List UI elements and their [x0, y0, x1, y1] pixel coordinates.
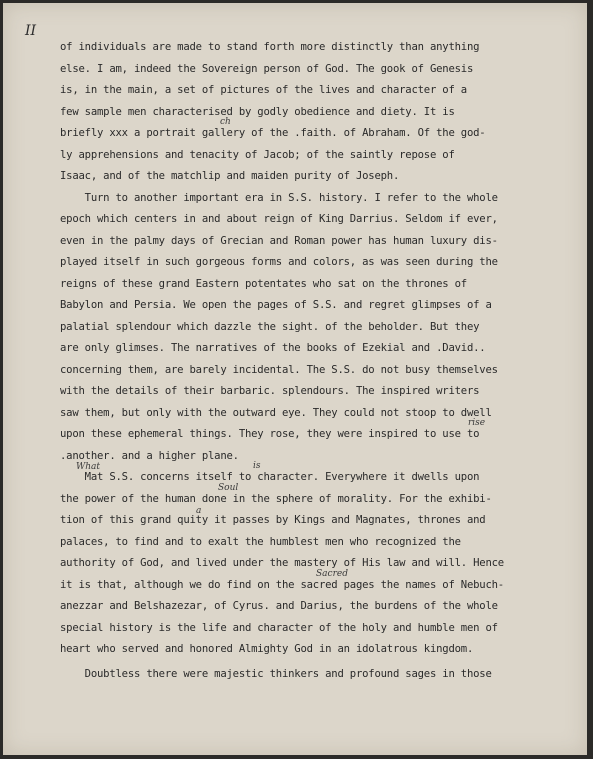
text-line: ly apprehensions and tenacity of Jacob; of the saintly repose of [60, 148, 455, 161]
handwritten-annotation: is [253, 461, 261, 471]
text-line: of individuals are made to stand forth more distinctly than anything [60, 41, 480, 53]
text-line: authority of God, and lived under the mastery of His law and will. Hence [60, 557, 504, 569]
text-line: upon these ephemeral things. They rose, they were inspired to use to [60, 428, 480, 440]
text-line: saw them, but only with the outward eye. They could not stoop to dwell [60, 406, 492, 419]
text-line: played itself in such gorgeous forms and colors, as was seen during the [60, 256, 498, 268]
text-line: special history is the life and character of the holy and humble men of [60, 621, 498, 634]
text-line: Mat S.S. concerns itself to character. Everywhere it dwells upon [60, 471, 480, 483]
text-line: the power of the human done in the sphere of morality. For the exhibi- [60, 492, 492, 505]
text-line: reigns of these grand Eastern potentates who sat on the thrones of [60, 277, 467, 290]
text-line: few sample men characterised by godly obedience and diety. It is [60, 105, 455, 118]
text-line: with the details of their barbaric. splendours. The inspired writers [60, 385, 480, 397]
text-line: briefly xxx a portrait gallery of the .faith. of Abraham. Of the god- [60, 127, 486, 139]
text-line: palatial splendour which dazzle the sight. of the beholder. But they [60, 320, 480, 333]
document-page [3, 3, 587, 755]
handwritten-annotation: rise [468, 418, 486, 428]
text-line: are only glimses. The narratives of the books of Ezekial and .David.. [60, 342, 486, 354]
text-line: Babylon and Persia. We open the pages of S.S. and regret glimpses of a [60, 299, 492, 311]
text-line: .another. and a higher plane. [60, 449, 239, 462]
text-line: it is that, although we do find on the sacred pages the names of Nebuch- [60, 578, 504, 591]
text-line: else. I am, indeed the Sovereign person of God. The gook of Genesis [60, 62, 474, 75]
text-line: epoch which centers in and about reign of King Darrius. Seldom if ever, [60, 213, 498, 225]
handwritten-annotation: Soul [218, 483, 239, 493]
text-line: even in the palmy days of Grecian and Roman power has human luxury dis- [60, 234, 498, 247]
handwritten-annotation: Sacred [316, 569, 348, 579]
text-line: tion of this grand quity it passes by Kings and Magnates, thrones and [60, 514, 486, 526]
text-line: Doubtless there were majestic thinkers and profound sages in those [60, 668, 492, 680]
handwritten-annotation: ch [220, 117, 231, 127]
page-number-mark: II [25, 23, 37, 39]
handwritten-annotation: a [196, 506, 202, 516]
text-line: Turn to another important era in S.S. history. I refer to the whole [60, 191, 498, 204]
text-line: Isaac, and of the matchlip and maiden purity of Joseph. [60, 170, 400, 182]
handwritten-annotation: What [76, 462, 101, 472]
text-line: heart who served and honored Almighty God in an idolatrous kingdom. [60, 643, 474, 655]
text-line: palaces, to find and to exalt the humblest men who recognized the [60, 535, 461, 548]
text-line: is, in the main, a set of pictures of the lives and character of a [60, 84, 467, 96]
text-line: concerning them, are barely incidental. The S.S. do not busy themselves [60, 363, 498, 376]
text-line: anezzar and Belshazezar, of Cyrus. and Darius, the burdens of the whole [60, 600, 498, 612]
